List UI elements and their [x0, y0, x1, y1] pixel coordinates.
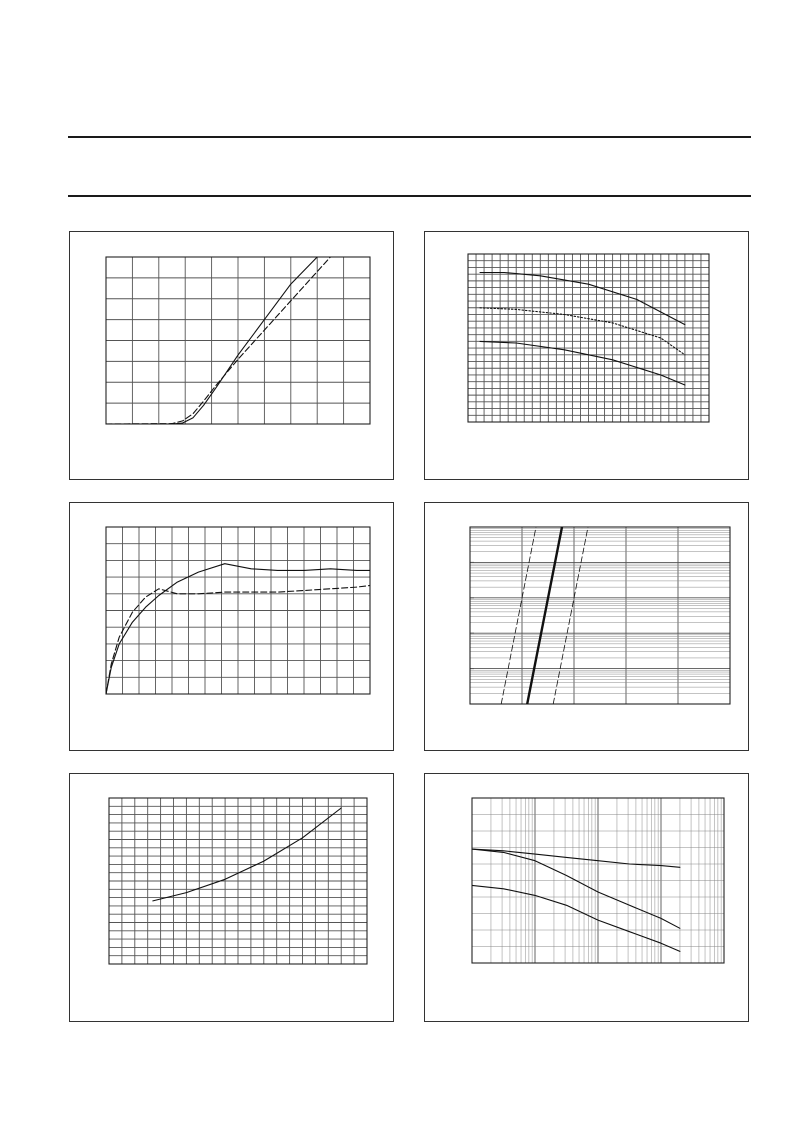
grid [106, 257, 370, 424]
series-line-2 [527, 527, 562, 704]
series-line-1 [501, 527, 536, 704]
chart-3 [70, 503, 395, 752]
chart-4 [425, 503, 750, 752]
series-line-1 [480, 273, 685, 325]
figure-panel-4 [424, 502, 749, 751]
grid [109, 798, 367, 964]
chart-6 [425, 774, 750, 1023]
figure-panel-6 [424, 773, 749, 1022]
chart-2 [425, 232, 750, 481]
chart-1 [70, 232, 395, 481]
grid [106, 527, 370, 694]
series-line-3 [472, 885, 680, 951]
figure-panel-1 [69, 231, 394, 480]
figure-panel-3 [69, 502, 394, 751]
grid [468, 254, 709, 422]
grid [472, 798, 724, 963]
plot-frame [470, 527, 730, 704]
series-line-1 [153, 808, 341, 901]
figure-panel-5 [69, 773, 394, 1022]
series-line-3 [553, 527, 588, 704]
chart-5 [70, 774, 395, 1023]
header-rule-bottom [68, 195, 751, 197]
header-rule-top [68, 136, 751, 138]
figure-panel-2 [424, 231, 749, 480]
grid [470, 527, 730, 704]
